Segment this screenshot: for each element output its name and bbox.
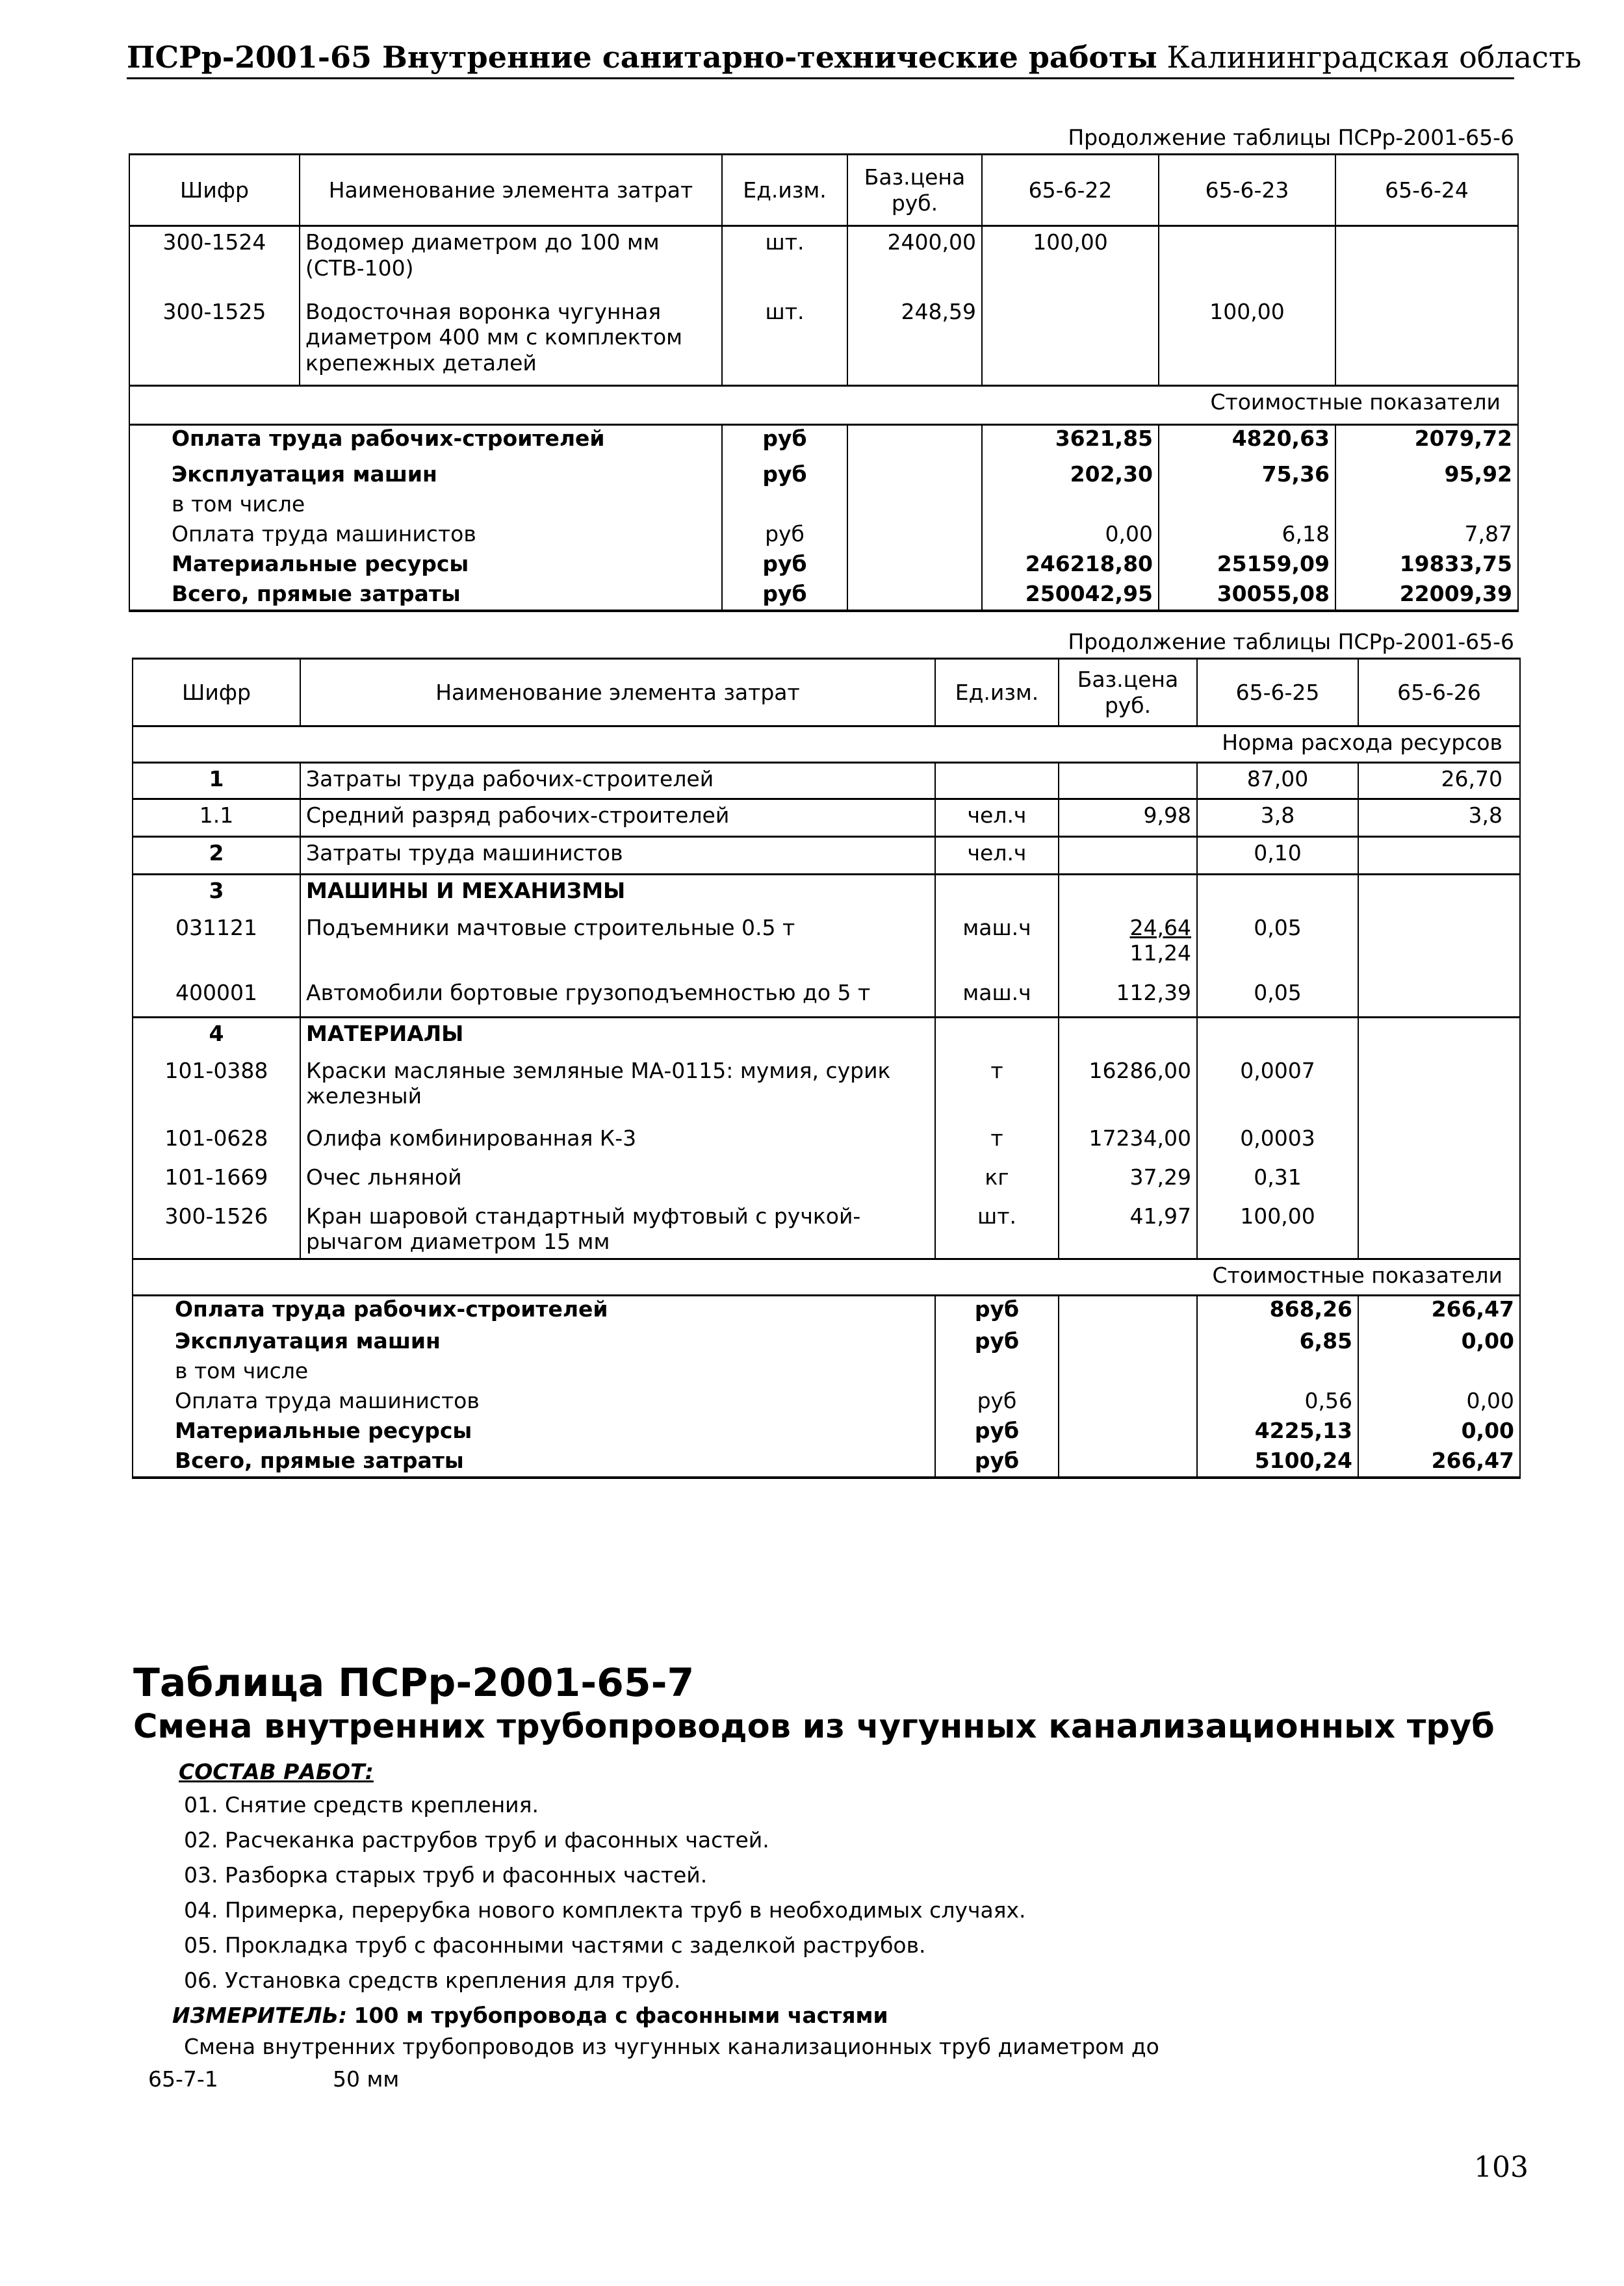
table1-header-cell: Баз.цена руб.: [847, 155, 982, 226]
cost-blank: [1059, 1296, 1197, 1328]
cell-unit: шт.: [722, 296, 847, 386]
cost-name: Материальные ресурсы: [133, 1418, 935, 1448]
table1-cost-row: [129, 491, 1518, 521]
cell-price: [1059, 1018, 1197, 1055]
cell-unit: [935, 875, 1059, 912]
cell-price: [1059, 837, 1197, 875]
cost-unit: руб: [935, 1388, 1059, 1418]
cell-price: [1059, 912, 1197, 977]
page-number: 103: [1474, 2151, 1528, 2184]
table1-header-cell: Ед.изм.: [722, 155, 847, 226]
cell-value: 0,31: [1197, 1162, 1358, 1201]
table1-header-cell: 65-6-22: [982, 155, 1159, 226]
table1-cost-row: [129, 521, 1518, 551]
cost-value: 0,00: [1358, 1418, 1520, 1448]
page-header: [127, 40, 1582, 79]
cell-value: [1159, 226, 1335, 296]
cell-value: 87,00: [1197, 763, 1358, 799]
table2-header-cell: 65-6-26: [1358, 659, 1520, 726]
cell-value: [1197, 1018, 1358, 1055]
cell-value: [1358, 977, 1520, 1018]
cost-value: 246218,80: [982, 551, 1159, 581]
work-item: 04. Примерка, перерубка нового комплекта труб в необходимых случаях.: [184, 1897, 1026, 1923]
cell-value: 3,8: [1358, 799, 1520, 837]
cell-name: Подъемники мачтовые строительные 0.5 т: [300, 912, 935, 977]
work-item: 01. Снятие средств крепления.: [184, 1792, 539, 1817]
cell-unit: т: [935, 1123, 1059, 1162]
cell-name: Затраты труда машинистов: [300, 837, 935, 875]
cost-blank: [1059, 1328, 1197, 1358]
table2-cost-row: [133, 1388, 1520, 1418]
cell-code: 031121: [133, 912, 300, 977]
cost-value: [1159, 491, 1335, 521]
cost-value: 0,00: [982, 521, 1159, 551]
cost-unit: руб: [722, 581, 847, 611]
work-label-text: СОСТАВ РАБОТ:: [179, 1759, 374, 1784]
cell-code: 1: [133, 763, 300, 799]
table2-norm-label-row: [133, 726, 1520, 763]
cell-unit: кг: [935, 1162, 1059, 1201]
cell-price: 17234,00: [1059, 1123, 1197, 1162]
section-subtitle: Смена внутренних трубопроводов из чугунных канализационных труб: [133, 1708, 1495, 1746]
cost-value: 4225,13: [1197, 1418, 1358, 1448]
cell-price: 9,98: [1059, 799, 1197, 837]
cost-name: в том числе: [129, 491, 722, 521]
table2-header-cell: Шифр: [133, 659, 300, 726]
cost-name: Всего, прямые затраты: [133, 1448, 935, 1478]
cost-value: 6,18: [1159, 521, 1335, 551]
cell-price: [1059, 875, 1197, 912]
cost-blank: [847, 491, 982, 521]
cost-blank: [1059, 1418, 1197, 1448]
cell-unit: маш.ч: [935, 912, 1059, 977]
cost-value: [1358, 1358, 1520, 1388]
cost-name: Эксплуатация машин: [129, 461, 722, 491]
cell-price: 248,59: [847, 296, 982, 386]
cell-value: [1358, 837, 1520, 875]
table2-row: [133, 977, 1520, 1018]
cell-unit: шт.: [722, 226, 847, 296]
cell-price: 112,39: [1059, 977, 1197, 1018]
table1-caption: Продолжение таблицы ПСРр-2001-65-6: [1068, 125, 1514, 150]
table2-cost-row: [133, 1296, 1520, 1328]
cell-name: Средний разряд рабочих-строителей: [300, 799, 935, 837]
cost-name: Эксплуатация машин: [133, 1328, 935, 1358]
cost-value: 2079,72: [1335, 425, 1518, 461]
cell-unit: чел.ч: [935, 837, 1059, 875]
cell-value: 3,8: [1197, 799, 1358, 837]
table2-cost-row: [133, 1358, 1520, 1388]
cell-code: 101-0628: [133, 1123, 300, 1162]
cell-price: 41,97: [1059, 1201, 1197, 1259]
cost-blank: [1059, 1358, 1197, 1388]
cell-name: Кран шаровой стандартный муфтовый с ручкой-рычагом диаметром 15 мм: [300, 1201, 935, 1259]
table1-row: [129, 226, 1518, 296]
table2-header-row: [133, 659, 1520, 726]
work-item: 02. Расчеканка раструбов труб и фасонных частей.: [184, 1827, 769, 1853]
cost-value: 6,85: [1197, 1328, 1358, 1358]
cost-value: 30055,08: [1159, 581, 1335, 611]
table2-cost-label-row: [133, 1259, 1520, 1296]
header-region: Калининградская область: [1166, 40, 1582, 75]
table1: [129, 153, 1519, 612]
cell-value: 0,10: [1197, 837, 1358, 875]
cell-name: МАШИНЫ И МЕХАНИЗМЫ: [300, 875, 935, 912]
table2-row: [133, 1055, 1520, 1123]
work-item: 05. Прокладка труб с фасонными частями с заделкой раструбов.: [184, 1933, 926, 1958]
table2-norm-label: Норма расхода ресурсов: [133, 726, 1520, 763]
item-value: 50 мм: [333, 2066, 400, 2092]
table1-header-cell: Наименование элемента затрат: [300, 155, 722, 226]
cost-blank: [847, 551, 982, 581]
cell-value: [1358, 1201, 1520, 1259]
cost-name: Материальные ресурсы: [129, 551, 722, 581]
cell-code: 300-1526: [133, 1201, 300, 1259]
cell-value: 100,00: [982, 226, 1159, 296]
table2-caption: Продолжение таблицы ПСРр-2001-65-6: [1068, 629, 1514, 654]
cost-unit: руб: [935, 1296, 1059, 1328]
cost-name: Оплата труда машинистов: [129, 521, 722, 551]
cost-name: Оплата труда рабочих-строителей: [133, 1296, 935, 1328]
cost-value: 5100,24: [1197, 1448, 1358, 1478]
cell-name: Затраты труда рабочих-строителей: [300, 763, 935, 799]
table2-row: [133, 912, 1520, 977]
cell-name: Автомобили бортовые грузоподъемностью до 5 т: [300, 977, 935, 1018]
cell-price: 2400,00: [847, 226, 982, 296]
section-table-title: Таблица ПСРр-2001-65-7: [133, 1660, 695, 1706]
table2-row: [133, 763, 1520, 799]
cost-value: 250042,95: [982, 581, 1159, 611]
cell-unit: т: [935, 1055, 1059, 1123]
measure-label: ИЗМЕРИТЕЛЬ:: [172, 2003, 348, 2028]
table2: [132, 658, 1521, 1479]
cost-value: 25159,09: [1159, 551, 1335, 581]
cell-value: [1358, 912, 1520, 977]
cell-name: Краски масляные земляные МА-0115: мумия, сурик железный: [300, 1055, 935, 1123]
table1-header-row: [129, 155, 1518, 226]
table2-header-cell: 65-6-25: [1197, 659, 1358, 726]
table1-cost-label-row: [129, 386, 1518, 425]
cost-name: Оплата труда рабочих-строителей: [129, 425, 722, 461]
cost-value: 868,26: [1197, 1296, 1358, 1328]
table2-cost-row: [133, 1418, 1520, 1448]
work-item: 03. Разборка старых труб и фасонных частей.: [184, 1862, 708, 1888]
table1-cost-row: [129, 581, 1518, 611]
table2-header-cell: Баз.цена руб.: [1059, 659, 1197, 726]
cost-value: [982, 491, 1159, 521]
table1-cost-label: Стоимостные показатели: [129, 386, 1518, 425]
table2-cost-label: Стоимостные показатели: [133, 1259, 1520, 1296]
table2-row: [133, 875, 1520, 912]
table1-header-cell: Шифр: [129, 155, 300, 226]
table1-cost-row: [129, 551, 1518, 581]
cell-unit: чел.ч: [935, 799, 1059, 837]
cell-value: 0,0003: [1197, 1123, 1358, 1162]
cost-unit: руб: [935, 1328, 1059, 1358]
cost-unit: руб: [935, 1448, 1059, 1478]
cell-unit: [935, 763, 1059, 799]
cell-value: [1358, 1123, 1520, 1162]
measure-value: 100 м трубопровода с фасонными частями: [354, 2003, 888, 2028]
item-code: 65-7-1: [148, 2066, 218, 2092]
cell-name: Олифа комбинированная К-3: [300, 1123, 935, 1162]
table1-header-cell: 65-6-24: [1335, 155, 1518, 226]
cell-value: [1358, 1162, 1520, 1201]
cost-blank: [847, 461, 982, 491]
cell-code: 300-1525: [129, 296, 300, 386]
cost-unit: руб: [935, 1418, 1059, 1448]
cost-value: [1197, 1358, 1358, 1388]
cost-value: 3621,85: [982, 425, 1159, 461]
cost-value: 266,47: [1358, 1448, 1520, 1478]
cost-value: 22009,39: [1335, 581, 1518, 611]
cell-unit: [935, 1018, 1059, 1055]
work-item: 06. Установка средств крепления для труб.: [184, 1968, 681, 1993]
table1-header-cell: 65-6-23: [1159, 155, 1335, 226]
cell-price: [1059, 763, 1197, 799]
cell-value: [1358, 875, 1520, 912]
cell-value: [1335, 226, 1518, 296]
cell-name: Водосточная воронка чугунная диаметром 400 мм с комплектом крепежных деталей: [300, 296, 722, 386]
cost-value: 0,00: [1358, 1388, 1520, 1418]
cost-value: 0,00: [1358, 1328, 1520, 1358]
cost-value: 75,36: [1159, 461, 1335, 491]
cost-blank: [847, 425, 982, 461]
cost-blank: [1059, 1388, 1197, 1418]
table2-cost-row: [133, 1448, 1520, 1478]
table1-cost-row: [129, 425, 1518, 461]
cell-value: 100,00: [1197, 1201, 1358, 1259]
cell-unit: маш.ч: [935, 977, 1059, 1018]
cell-code: 4: [133, 1018, 300, 1055]
cell-value: [1358, 1018, 1520, 1055]
cell-name: Очес льняной: [300, 1162, 935, 1201]
cost-unit: руб: [722, 461, 847, 491]
table1-row: [129, 296, 1518, 386]
cell-price: 16286,00: [1059, 1055, 1197, 1123]
table2-row: [133, 799, 1520, 837]
cost-unit: [935, 1358, 1059, 1388]
cost-blank: [847, 521, 982, 551]
cost-name: Оплата труда машинистов: [133, 1388, 935, 1418]
cost-value: 0,56: [1197, 1388, 1358, 1418]
section-desc: Смена внутренних трубопроводов из чугунных канализационных труб диаметром до: [184, 2034, 1159, 2059]
cell-name: МАТЕРИАЛЫ: [300, 1018, 935, 1055]
cost-value: 266,47: [1358, 1296, 1520, 1328]
cell-code: 101-1669: [133, 1162, 300, 1201]
header-code-title: ПСРр-2001-65 Внутренние санитарно-технические работы: [127, 40, 1157, 75]
cell-code: 1.1: [133, 799, 300, 837]
cost-value: 202,30: [982, 461, 1159, 491]
cost-unit: руб: [722, 521, 847, 551]
cell-code: 300-1524: [129, 226, 300, 296]
table2-header-cell: Наименование элемента затрат: [300, 659, 935, 726]
table2-header-cell: Ед.изм.: [935, 659, 1059, 726]
price-secondary: 11,24: [1129, 940, 1191, 966]
cell-value: [1197, 875, 1358, 912]
measure-line: [172, 2003, 888, 2028]
cost-unit: руб: [722, 425, 847, 461]
cell-price: 37,29: [1059, 1162, 1197, 1201]
cost-blank: [847, 581, 982, 611]
cell-value: 26,70: [1358, 763, 1520, 799]
table2-row: [133, 837, 1520, 875]
table2-row: [133, 1201, 1520, 1259]
cell-value: [1358, 1055, 1520, 1123]
cost-value: [1335, 491, 1518, 521]
cost-value: 4820,63: [1159, 425, 1335, 461]
cell-value: 0,05: [1197, 977, 1358, 1018]
cost-unit: [722, 491, 847, 521]
table2-row: [133, 1123, 1520, 1162]
price-main: 24,64: [1129, 914, 1191, 940]
cell-value: 0,05: [1197, 912, 1358, 977]
cell-value: [982, 296, 1159, 386]
table2-row: [133, 1018, 1520, 1055]
work-label: [179, 1759, 374, 1784]
table1-cost-row: [129, 461, 1518, 491]
cost-name: Всего, прямые затраты: [129, 581, 722, 611]
cell-name: Водомер диаметром до 100 мм (СТВ-100): [300, 226, 722, 296]
cell-unit: шт.: [935, 1201, 1059, 1259]
cost-unit: руб: [722, 551, 847, 581]
table2-row: [133, 1162, 1520, 1201]
cell-code: 3: [133, 875, 300, 912]
table2-cost-row: [133, 1328, 1520, 1358]
cost-name: в том числе: [133, 1358, 935, 1388]
cost-blank: [1059, 1448, 1197, 1478]
cell-value: 0,0007: [1197, 1055, 1358, 1123]
cell-value: [1335, 296, 1518, 386]
cell-code: 2: [133, 837, 300, 875]
cell-code: 400001: [133, 977, 300, 1018]
cell-value: 100,00: [1159, 296, 1335, 386]
cost-value: 95,92: [1335, 461, 1518, 491]
cell-code: 101-0388: [133, 1055, 300, 1123]
cost-value: 19833,75: [1335, 551, 1518, 581]
cost-value: 7,87: [1335, 521, 1518, 551]
